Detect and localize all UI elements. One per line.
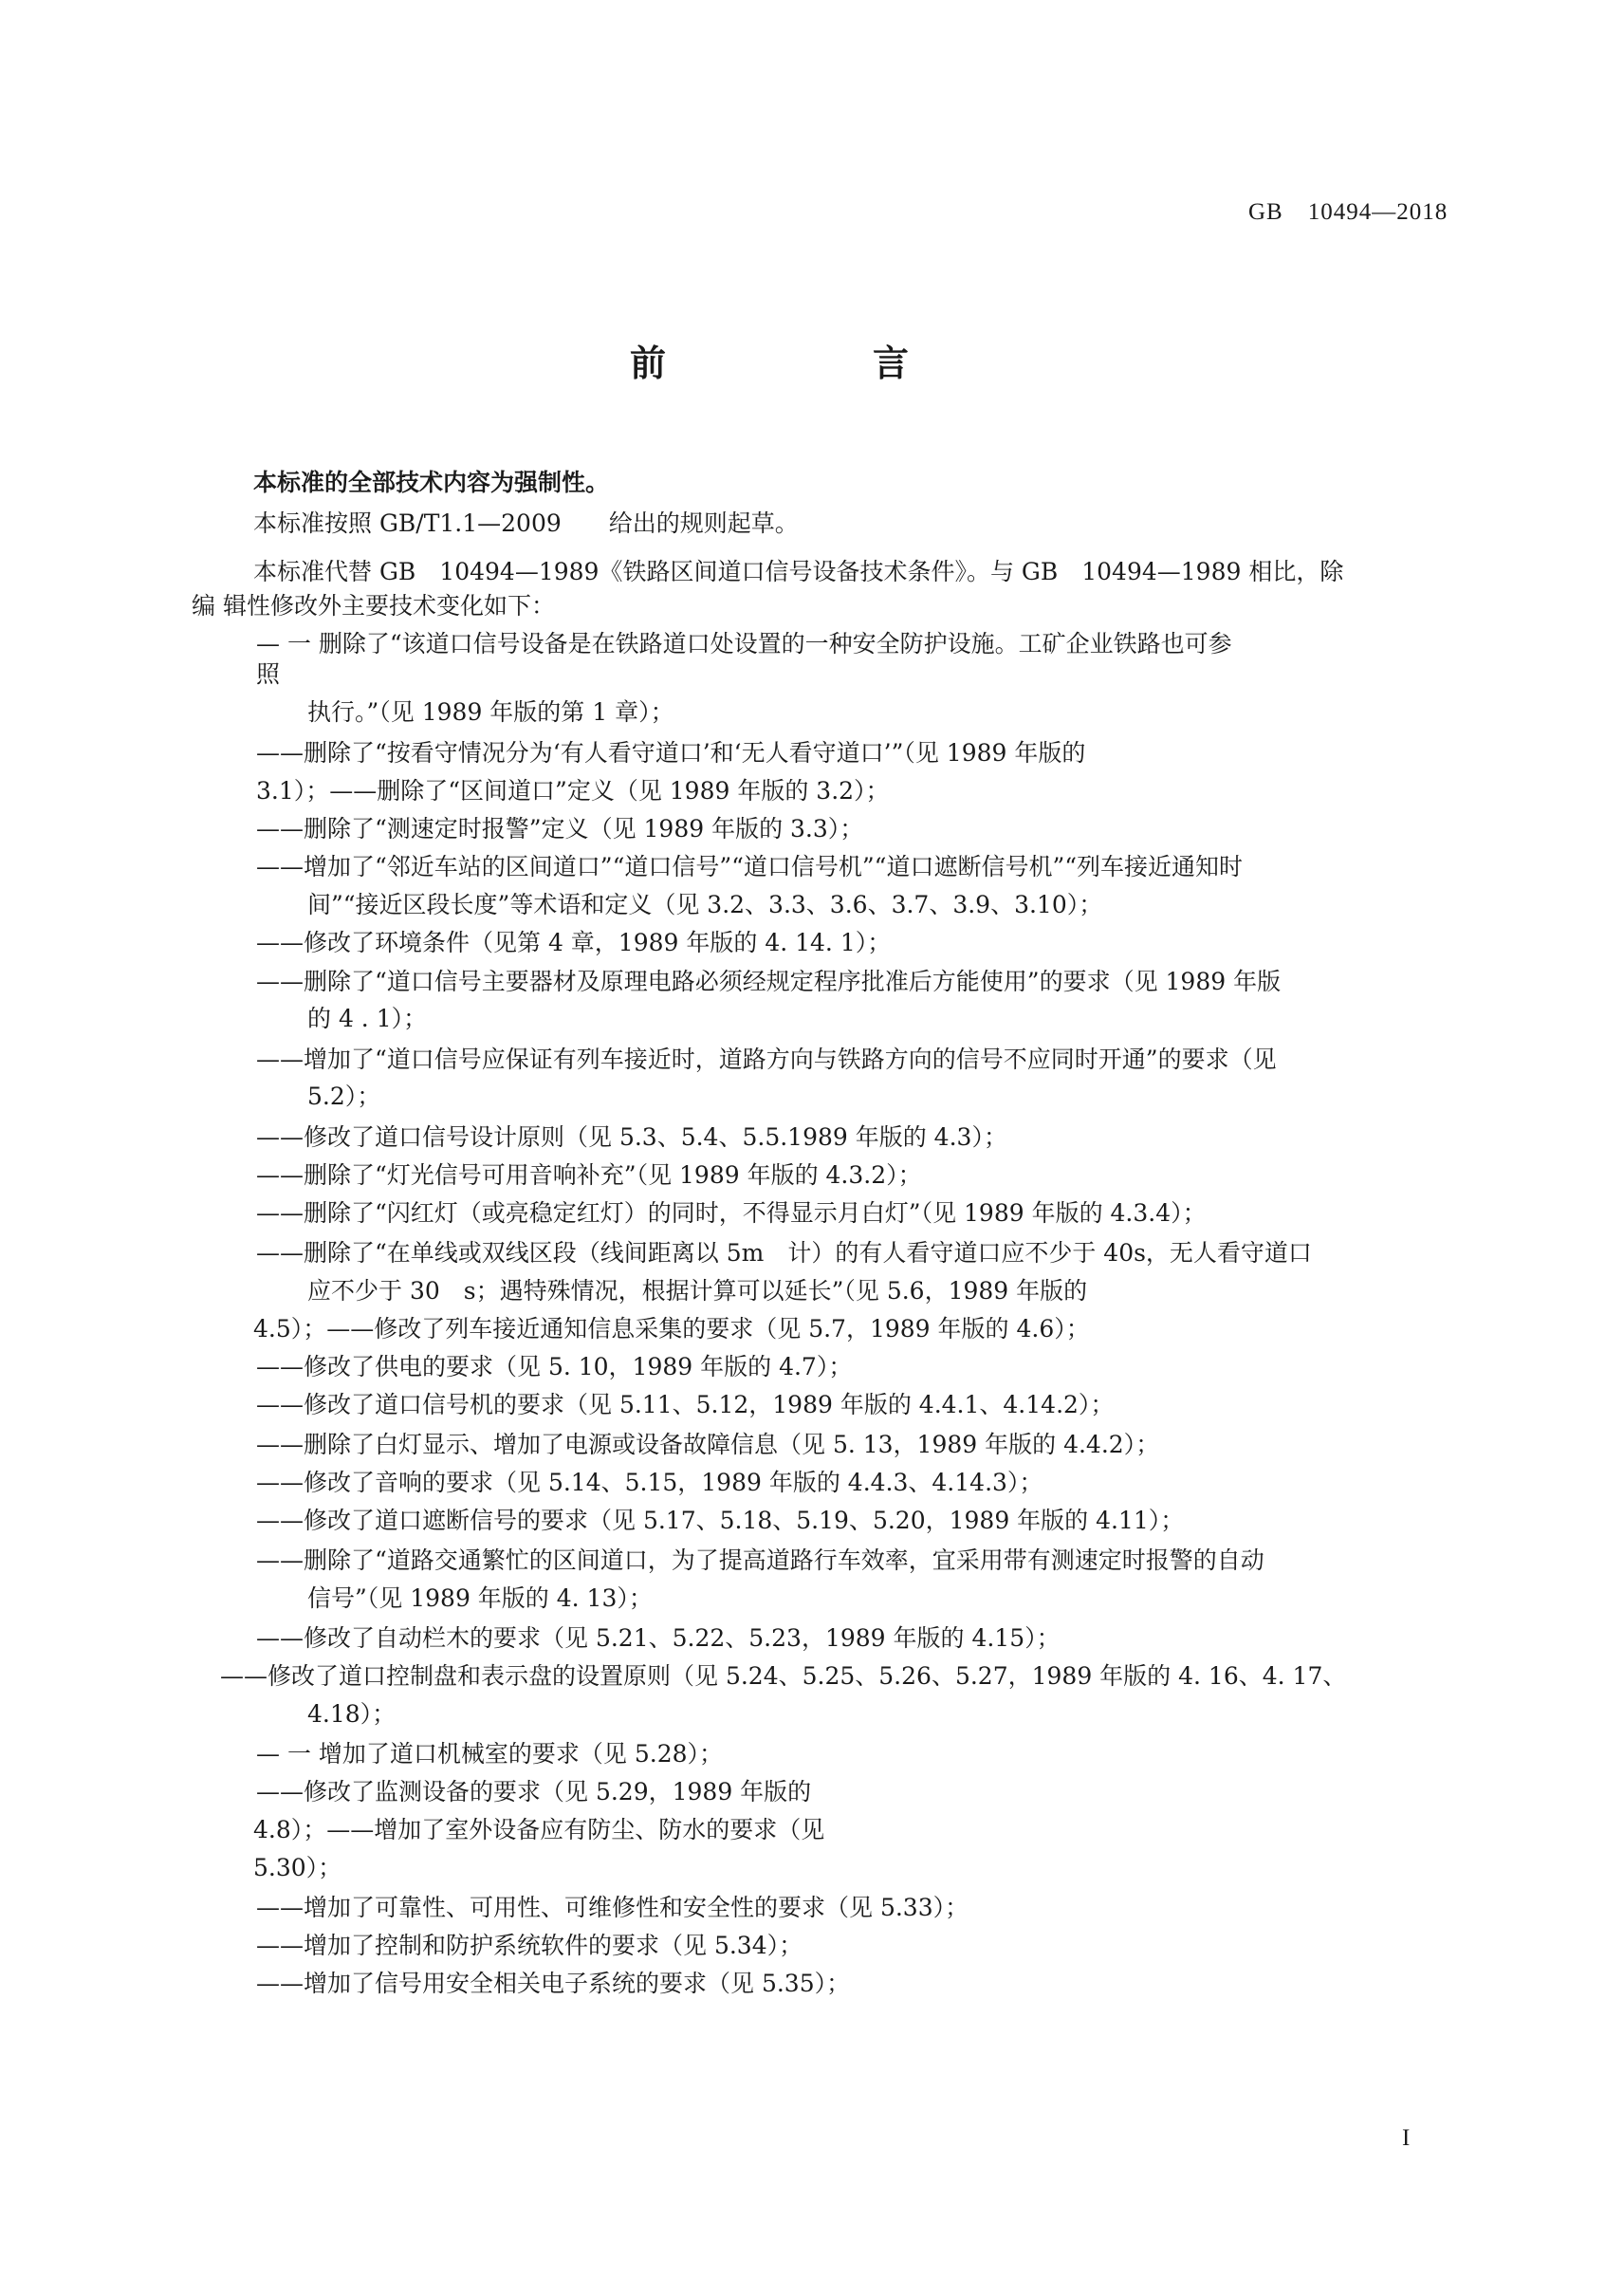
- text-line: ——删除了“道口信号主要器材及原理电路必须经规定程序批准后方能使用”的要求（见 1989 年版: [256, 968, 1282, 995]
- text-line: 4.5）；——修改了列车接近通知信息采集的要求（见 5.7，1989 年版的 4.6）；: [253, 1315, 1090, 1342]
- text-line: ——删除了白灯显示、增加了电源或设备故障信息（见 5. 13，1989 年版的 4.4.2）；: [256, 1431, 1160, 1458]
- text-line: ——修改了音响的要求（见 5.14、5.15，1989 年版的 4.4.3、4.14.3）；: [256, 1469, 1043, 1496]
- text-line: 本标准的全部技术内容为强制性。: [253, 469, 610, 496]
- text-line: ——修改了供电的要求（见 5. 10，1989 年版的 4.7）；: [256, 1353, 853, 1380]
- text-line: — 一 删除了“该道口信号设备是在铁路道口处设置的一种安全防护设施。工矿企业铁路也可参: [256, 630, 1232, 657]
- text-line: 执行。”（见 1989 年版的第 1 章）；: [307, 698, 674, 726]
- text-line: 间”“接近区段长度”等术语和定义（见 3.2、3.3、3.6、3.7、3.9、3.10）；: [307, 891, 1103, 918]
- text-line: 应不少于 30 s；遇特殊情况，根据计算可以延长”（见 5.6，1989 年版的: [307, 1277, 1088, 1305]
- text-line: 3.1）；——删除了“区间道口”定义（见 1989 年版的 3.2）；: [256, 777, 890, 805]
- text-line: — 一 增加了道口机械室的要求（见 5.28）；: [256, 1740, 724, 1768]
- text-line: ——增加了可靠性、可用性、可维修性和安全性的要求（见 5.33）；: [256, 1894, 969, 1921]
- text-line: ——修改了道口信号机的要求（见 5.11、5.12，1989 年版的 4.4.1、4.14.2）；: [256, 1391, 1115, 1418]
- text-line: ——修改了监测设备的要求（见 5.29，1989 年版的: [256, 1778, 812, 1805]
- text-line: ——修改了道口信号设计原则（见 5.3、5.4、5.5.1989 年版的 4.3）；: [256, 1123, 1007, 1151]
- text-line: ——修改了环境条件（见第 4 章，1989 年版的 4. 14. 1）；: [256, 929, 892, 956]
- page-title: 前 言: [629, 343, 994, 384]
- text-line: 本标准按照 GB/T1.1—2009 给出的规则起草。: [253, 509, 799, 537]
- text-line: ——修改了道口遮断信号的要求（见 5.17、5.18、5.19、5.20，1989 年版的 4.11）；: [256, 1507, 1185, 1534]
- text-line: 照: [256, 660, 281, 688]
- text-line: ——增加了控制和防护系统软件的要求（见 5.34）；: [256, 1932, 803, 1959]
- text-line: ——删除了“道路交通繁忙的区间道口，为了提高道路行车效率，宜采用带有测速定时报警的自动: [256, 1546, 1264, 1574]
- text-line: 本标准代替 GB 10494—1989《铁路区间道口信号设备技术条件》。与 GB 10494—1989 相比，除: [253, 558, 1344, 585]
- text-line: ——删除了“在单线或双线区段（线间距离以 5m 计）的有人看守道口应不少于 40s，无人看守道口: [256, 1239, 1312, 1267]
- text-line: ——修改了自动栏木的要求（见 5.21、5.22、5.23，1989 年版的 4.15）；: [256, 1624, 1061, 1652]
- text-line: ——增加了“道口信号应保证有列车接近时，道路方向与铁路方向的信号不应同时开通”的要求（见: [256, 1046, 1277, 1073]
- text-line: 4.18）；: [307, 1700, 397, 1728]
- text-line: ——增加了信号用安全相关电子系统的要求（见 5.35）；: [256, 1970, 851, 1997]
- text-line: 4.8）；——增加了室外设备应有防尘、防水的要求（见: [253, 1816, 825, 1843]
- text-line: ——删除了“闪红灯（或亮稳定红灯）的同时，不得显示月白灯”（见 1989 年版的 4.3.4）；: [256, 1199, 1207, 1227]
- page-number: I: [1402, 2125, 1411, 2151]
- standard-number-header: GB 10494—2018: [1248, 199, 1449, 225]
- text-line: 5.30）；: [253, 1854, 342, 1881]
- text-line: ——增加了“邻近车站的区间道口”“道口信号”“道口信号机”“道口遮断信号机”“列车接近通知时: [256, 853, 1244, 880]
- text-line: 编 辑性修改外主要技术变化如下：: [192, 592, 555, 620]
- text-line: 信号”（见 1989 年版的 4. 13）；: [307, 1584, 653, 1612]
- text-line: ——删除了“灯光信号可用音响补充”（见 1989 年版的 4.3.2）；: [256, 1161, 922, 1189]
- text-line: ——删除了“测速定时报警”定义（见 1989 年版的 3.3）；: [256, 815, 864, 842]
- text-line: 的 4 . 1）；: [307, 1005, 428, 1032]
- text-line: ——删除了“按看守情况分为‘有人看守道口’和‘无人看守道口’”（见 1989 年版的: [256, 739, 1086, 767]
- text-line: ——修改了道口控制盘和表示盘的设置原则（见 5.24、5.25、5.26、5.27，1989 年版的 4. 16、4. 17、: [220, 1662, 1347, 1690]
- text-line: 5.2）；: [307, 1083, 381, 1110]
